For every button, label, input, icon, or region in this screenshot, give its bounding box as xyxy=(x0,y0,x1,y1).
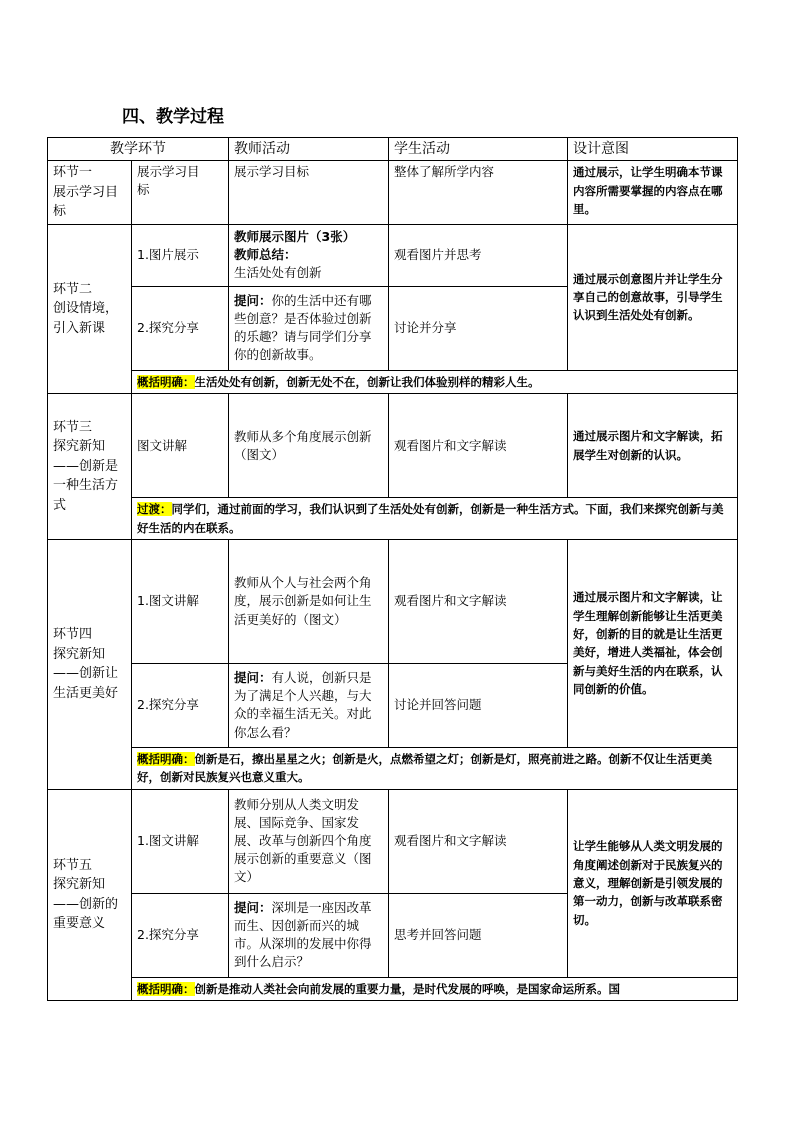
stage4-summary xyxy=(132,747,738,789)
stage3-teacher: 教师从多个角度展示创新（图文） xyxy=(229,394,389,498)
table-row xyxy=(48,539,738,663)
stage1-design: 通过展示，让学生明确本节课内容所需要掌握的内容点在哪里。 xyxy=(568,161,738,225)
stage2-design: 通过展示创意图片并让学生分享自己的创意故事，引导学生认识到生活处处有创新。 xyxy=(568,224,738,370)
stage4-sub2: 2.探究分享 xyxy=(132,663,229,747)
stage4-teacher2-lead: 提问： xyxy=(234,670,272,686)
table-row xyxy=(48,747,738,789)
stage2-teacher2-lead: 提问： xyxy=(234,293,272,309)
table-row xyxy=(48,789,738,893)
stage5-teacher2 xyxy=(229,893,389,977)
header-student: 学生活动 xyxy=(389,138,568,161)
header-teacher: 教师活动 xyxy=(229,138,389,161)
table-row xyxy=(48,370,738,393)
stage1-sub: 展示学习目 标 xyxy=(132,161,229,225)
stage2-teacher1 xyxy=(229,224,389,286)
table-header-row xyxy=(48,138,738,161)
table-row xyxy=(48,394,738,498)
stage5-sub2: 2.探究分享 xyxy=(132,893,229,977)
stage3-transition-text: 同学们，通过前面的学习，我们认识到了生活处处有创新，创新是一种生活方式。下面，我们来探究创新与美好生活的内在联系。 xyxy=(137,502,724,535)
table-row xyxy=(48,498,738,540)
table-row xyxy=(48,224,738,286)
teaching-process-table xyxy=(47,137,738,1001)
stage1-student: 整体了解所学内容 xyxy=(389,161,568,225)
stage2-summary xyxy=(132,370,738,393)
stage4-student2: 讨论并回答问题 xyxy=(389,663,568,747)
table-row xyxy=(48,977,738,1000)
stage5-teacher2-body: 深圳是一座因改革而生、因创新而兴的城市。从深圳的发展中你得到什么启示？ xyxy=(234,900,372,970)
stage5-teacher2-lead: 提问： xyxy=(234,900,272,915)
stage2-teacher1-body: 生活处处有创新 xyxy=(234,265,322,281)
stage5-student2: 思考并回答问题 xyxy=(389,893,568,977)
stage3-transition xyxy=(132,498,738,540)
stage4-summary-label: 概括明确： xyxy=(137,751,195,766)
stage2-student2: 讨论并分享 xyxy=(389,286,568,370)
stage5-summary-label: 概括明确： xyxy=(137,981,195,996)
stage3-student: 观看图片和文字解读 xyxy=(389,394,568,498)
stage2-student1: 观看图片并思考 xyxy=(389,224,568,286)
stage4-teacher2 xyxy=(229,663,389,747)
stage5-sub1: 1.图文讲解 xyxy=(132,789,229,893)
stage2-sub2: 2.探究分享 xyxy=(132,286,229,370)
stage5-teacher1: 教师分别从人类文明发展、国际竞争、国家发展、改革与创新四个角度展示创新的重要意义（图文） xyxy=(229,789,389,893)
stage2-sub1: 1.图片展示 xyxy=(132,224,229,286)
stage4-teacher1: 教师从个人与社会两个角度，展示创新是如何让生活更美好的（图文） xyxy=(229,539,389,663)
header-design: 设计意图 xyxy=(568,138,738,161)
stage4-summary-text: 创新是石，擦出星星之火；创新是火，点燃希望之灯；创新是灯，照亮前进之路。创新不仅让生活更美好，创新对民族复兴也意义重大。 xyxy=(137,751,712,785)
stage1-teacher: 展示学习目标 xyxy=(229,161,389,225)
table-row xyxy=(48,161,738,225)
stage4-sub1: 1.图文讲解 xyxy=(132,539,229,663)
stage5-name: 环节五 探究新知 ——创新的重要意义 xyxy=(48,789,132,1000)
stage5-summary-text: 创新是推动人类社会向前发展的重要力量，是时代发展的呼唤，是国家命运所系。国 xyxy=(194,981,620,996)
stage2-name: 环节二 创设情境， 引入新课 xyxy=(48,224,132,393)
stage3-name: 环节三 探究新知 ——创新是一种生活方式 xyxy=(48,394,132,540)
stage4-student1: 观看图片和文字解读 xyxy=(389,539,568,663)
stage2-teacher2-body: 你的生活中还有哪些创意？是否体验过创新的乐趣？请与同学们分享你的创新故事。 xyxy=(234,293,372,363)
stage5-student1: 观看图片和文字解读 xyxy=(389,789,568,893)
stage3-sub: 图文讲解 xyxy=(132,394,229,498)
stage1-name: 环节一 展示学习目标 xyxy=(48,161,132,225)
stage2-teacher1-lead: 教师展示图片（3张） 教师总结： xyxy=(234,229,356,263)
section-title: 四、教学过程 xyxy=(122,107,224,127)
stage3-transition-label: 过渡： xyxy=(137,502,172,517)
stage5-summary xyxy=(132,977,738,1000)
stage3-design: 通过展示图片和文字解读，拓展学生对创新的认识。 xyxy=(568,394,738,498)
stage2-summary-text: 生活处处有创新，创新无处不在，创新让我们体验别样的精彩人生。 xyxy=(194,374,540,389)
stage4-name: 环节四 探究新知 ——创新让生活更美好 xyxy=(48,539,132,789)
stage2-teacher2 xyxy=(229,286,389,370)
stage5-design: 让学生能够从人类文明发展的角度阐述创新对于民族复兴的意义，理解创新是引领发展的第一动力，创新与改革联系密切。 xyxy=(568,789,738,977)
stage2-summary-label: 概括明确： xyxy=(137,374,195,389)
stage4-teacher2-body: 有人说，创新只是为了满足个人兴趣，与大众的幸福生活无关。对此你怎么看？ xyxy=(234,670,372,740)
stage4-design: 通过展示图片和文字解读，让学生理解创新能够让生活更美好，创新的目的就是让生活更美好，增进人类福祉，体会创新与美好生活的内在联系，认同创新的价值。 xyxy=(568,539,738,747)
header-stage: 教学环节 xyxy=(48,138,229,161)
